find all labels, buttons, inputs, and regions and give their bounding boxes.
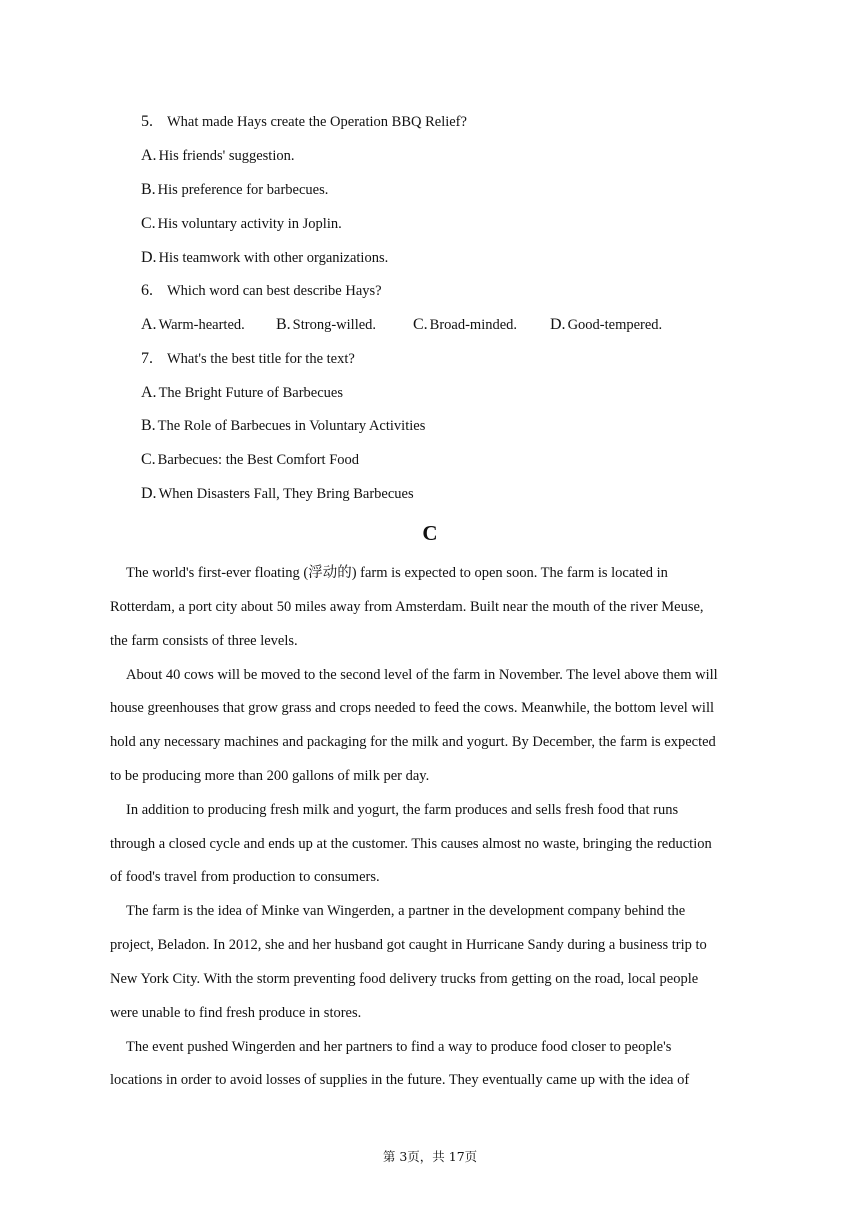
passage-line: locations in order to avoid losses of supplies in the future. They eventually came up with the idea of xyxy=(110,1072,690,1088)
page-number-footer: 第 3页，共 17页 xyxy=(382,1149,478,1164)
passage-line: project, Beladon. In 2012, she and her husband got caught in Hurricane Sandy during a business trip to xyxy=(110,937,707,953)
question-text: What made Hays create the Operation BBQ Relief? xyxy=(167,114,467,130)
option-text: Broad-minded. xyxy=(429,317,518,333)
option-6b xyxy=(276,315,413,335)
passage-line: the farm consists of three levels. xyxy=(110,633,298,649)
option-letter: C. xyxy=(413,316,428,333)
option-letter: C. xyxy=(141,451,156,468)
option-7c xyxy=(141,450,359,470)
passage-line: The farm is the idea of Minke van Wingerden, a partner in the development company behind the xyxy=(126,903,686,919)
option-text: His voluntary activity in Joplin. xyxy=(157,216,342,232)
option-5c xyxy=(141,214,342,234)
option-letter: B. xyxy=(141,417,156,434)
option-6d xyxy=(550,315,662,335)
option-text: Barbecues: the Best Comfort Food xyxy=(157,452,360,468)
section-heading: C xyxy=(422,521,438,545)
option-text: Strong-willed. xyxy=(292,317,377,333)
passage-line: In addition to producing fresh milk and yogurt, the farm produces and sells fresh food that runs xyxy=(126,802,679,818)
passage-line: New York City. With the storm preventing food delivery trucks from getting on the road, local people xyxy=(110,971,699,987)
option-letter: A. xyxy=(141,147,157,164)
question-6 xyxy=(141,281,382,301)
passage-line: through a closed cycle and ends up at the customer. This causes almost no waste, bringing the reduction xyxy=(110,836,712,852)
passage-line: were unable to find fresh produce in stores. xyxy=(110,1005,362,1021)
option-5d xyxy=(141,248,388,268)
question-5 xyxy=(141,112,467,132)
option-7b xyxy=(141,416,425,436)
option-5b xyxy=(141,180,328,200)
option-text: His teamwork with other organizations. xyxy=(158,250,389,266)
option-5a xyxy=(141,146,295,166)
option-text: Warm-hearted. xyxy=(158,317,245,333)
question-number: 5. xyxy=(141,113,153,130)
question-7 xyxy=(141,349,355,369)
option-text: His friends' suggestion. xyxy=(158,148,295,164)
option-7a xyxy=(141,383,343,403)
option-7d xyxy=(141,484,414,504)
passage-line: Rotterdam, a port city about 50 miles away from Amsterdam. Built near the mouth of the river Meuse, xyxy=(110,599,704,615)
passage-line: The event pushed Wingerden and her partners to find a way to produce food closer to people's xyxy=(126,1039,672,1055)
option-text: The Role of Barbecues in Voluntary Activities xyxy=(157,418,426,434)
passage-line: About 40 cows will be moved to the second level of the farm in November. The level above them will xyxy=(126,667,718,683)
question-number: 6. xyxy=(141,282,153,299)
option-letter: D. xyxy=(141,485,157,502)
option-letter: A. xyxy=(141,384,157,401)
option-letter: B. xyxy=(141,181,156,198)
option-text: His preference for barbecues. xyxy=(157,182,329,198)
option-text: The Bright Future of Barbecues xyxy=(158,385,343,401)
passage-line: to be producing more than 200 gallons of milk per day. xyxy=(110,768,430,784)
option-6a xyxy=(141,315,276,335)
option-letter: D. xyxy=(141,249,157,266)
passage-line: hold any necessary machines and packaging for the milk and yogurt. By December, the farm is expected xyxy=(110,734,716,750)
option-text: Good-tempered. xyxy=(567,317,663,333)
option-letter: A. xyxy=(141,316,157,333)
passage-line: The world's first-ever floating (浮动的) farm is expected to open soon. The farm is located in xyxy=(126,565,668,581)
option-letter: C. xyxy=(141,215,156,232)
option-6c xyxy=(413,315,550,335)
passage-line: of food's travel from production to consumers. xyxy=(110,869,380,885)
question-text: Which word can best describe Hays? xyxy=(167,283,382,299)
passage-line: house greenhouses that grow grass and crops needed to feed the cows. Meanwhile, the bottom level will xyxy=(110,700,715,716)
question-number: 7. xyxy=(141,350,153,367)
options-6 xyxy=(141,315,662,335)
option-letter: B. xyxy=(276,316,291,333)
question-text: What's the best title for the text? xyxy=(167,351,355,367)
option-letter: D. xyxy=(550,316,566,333)
option-text: When Disasters Fall, They Bring Barbecues xyxy=(158,486,414,502)
